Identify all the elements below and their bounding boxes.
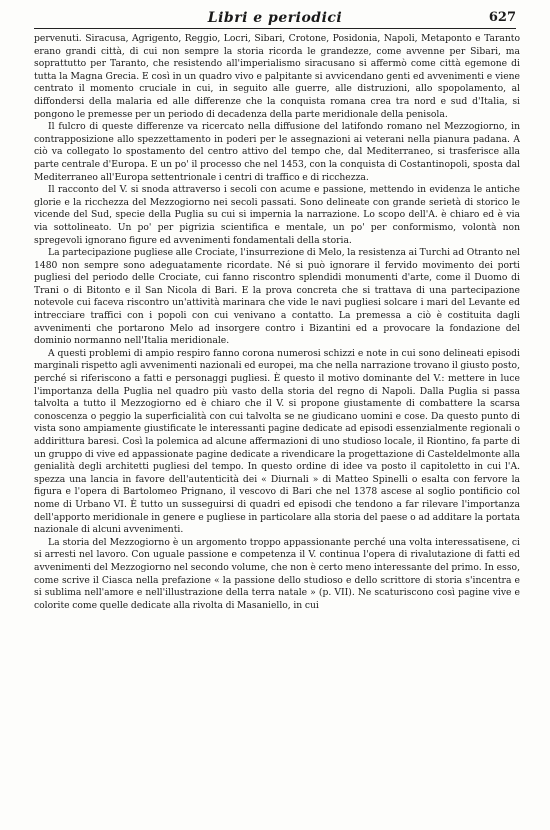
paragraph-1: pervenuti. Siracusa, Agrigento, Reggio, Locri, Sibari, Crotone, Posidonia, Napoli, Metaponto e Taranto erano grandi città, di cui non sempre la storia ricorda le grandezze, come avvenne per Sibari, ma soprattutto per Taranto, che resistendo all'imperialismo siracusano si affermò come città egemone di tutta la Magna Grecia. E così in un quadro vivo e palpitante si avvicendano genti ed avvenimenti e viene centrato il momento cruciale in cui, in seguito alle guerre, alle distruzioni, allo spopolamento, al diffondersi della malaria ed alle differenze che la conquista romana crea tra nord e sud d'Italia, si pongono le premesse per un periodo di decadenza della parte meridionale della penisola. <box>34 33 520 120</box>
paragraph-5: A questi problemi di ampio respiro fanno corona numerosi schizzi e note in cui sono delineati episodi marginali rispetto agli avvenimenti nazionali ed europei, ma che nella narrazione trovano il giusto posto, perché si riferiscono a fatti e personaggi pugliesi. È questo il motivo dominante del V.: mettere in luce l'importanza della Puglia nel quadro più vasto della storia del regno di Napoli. Dalla Puglia si passa talvolta a tutto il Mezzogiorno ed è chiaro che il V. si propone giustamente di combattere la scarsa conoscenza o peggio la superficialità con cui talvolta se ne giudicano uomini e cose. Da questo punto di vista sono ampiamente giustificate le interessanti pagine dedicate ad episodi essenzialmente regionali o addirittura baresi. Così la polemica ad alcune affermazioni di uno studioso locale, il Riontino, fa parte di un gruppo di vive ed appassionate pagine dedicate a rivendicare la progettazione di Casteldelmonte alla genialità degli architetti pugliesi del tempo. In questo ordine di idee va posto il capitoletto in cui l'A. spezza una lancia in favore dell'autenticità dei « Diurnali » di Matteo Spinelli o esalta con fervore la figura e l'opera di Bartolomeo Prignano, il vescovo di Bari che nel 1378 ascese al soglio pontificio col nome di Urbano VI. È tutto un susseguirsi di quadri ed episodi che tendono a far rilevare l'importanza dell'apporto meridionale in genere e pugliese in particolare alla storia del paese o ad additare la portata nazionale di alcuni avvenimenti. <box>34 347 520 536</box>
paragraph-4: La partecipazione pugliese alle Crociate, l'insurrezione di Melo, la resistenza ai Turchi ad Otranto nel 1480 non sempre sono adeguatamente ricordate. Né si può ignorare il fervido movimento dei porti pugliesi del periodo delle Crociate, cui fanno riscontro splendidi monumenti d'arte, come il Duomo di Trani o di Bitonto e il San Nicola di Bari. E la prova concreta che si trattava di una partecipazione notevole cui faceva riscontro un'attività marinara che vide le navi pugliesi solcare i mari del Levante ed intrecciare traffici con i popoli con cui venivano a contatto. La premessa a ciò è costituita dagli avvenimenti che portarono Melo ad insorgere contro i Bizantini ed a provocare la fondazione del dominio normanno nell'Italia meridionale. <box>34 247 520 347</box>
page-header <box>34 10 516 29</box>
paragraph-2: Il fulcro di queste differenze va ricercato nella diffusione del latifondo romano nel Mezzogiorno, in contrapposizione allo spezzettamento in poderi per le assegnazioni ai veterani nella pianura padana. A ciò va collegato lo spostamento del centro attivo del tempo che, dal Mediterraneo, si trasferisce alla parte centrale d'Europa. E un po' il processo che nel 1453, con la conquista di Costantinopoli, sposta dal Mediterraneo all'Europa settentrionale i centri di traffico e di ricchezza. <box>34 121 520 183</box>
paragraph-6: La storia del Mezzogiorno è un argomento troppo appassionante perché una volta interessatisene, ci si arresti nel lavoro. Con uguale passione e competenza il V. continua l'opera di rivalutazione di fatti ed avvenimenti del Mezzogiorno nel secondo volume, che non è certo meno interessante del primo. In esso, come scrive il Ciasca nella prefazione « la passione dello studioso e dello scrittore di storia s'incentra e si sublima nell'amore e nell'illustrazione della terra natale » (p. VII). Ne scaturiscono così pagine vive e colorite come quelle dedicate alla rivolta di Masaniello, in cui <box>34 536 520 611</box>
running-title: Libri e periodici <box>207 10 343 26</box>
paragraph-3: Il racconto del V. si snoda attraverso i secoli con acume e passione, mettendo in evidenza le antiche glorie e la ricchezza del Mezzogiorno nei secoli passati. Sono delineate con grande serietà di storico le vicende del Sud, specie della Puglia su cui si imperniа la narrazione. Lo scopo dell'A. è chiaro ed è via via sottolineato. Un po' per pigrizia scientifica e mentale, un po' per conformismo, volontà non spregevoli ignorano figure ed avvenimenti fondamentali della storia. <box>34 184 520 246</box>
article-body <box>34 33 520 824</box>
page-number: 627 <box>488 10 516 25</box>
